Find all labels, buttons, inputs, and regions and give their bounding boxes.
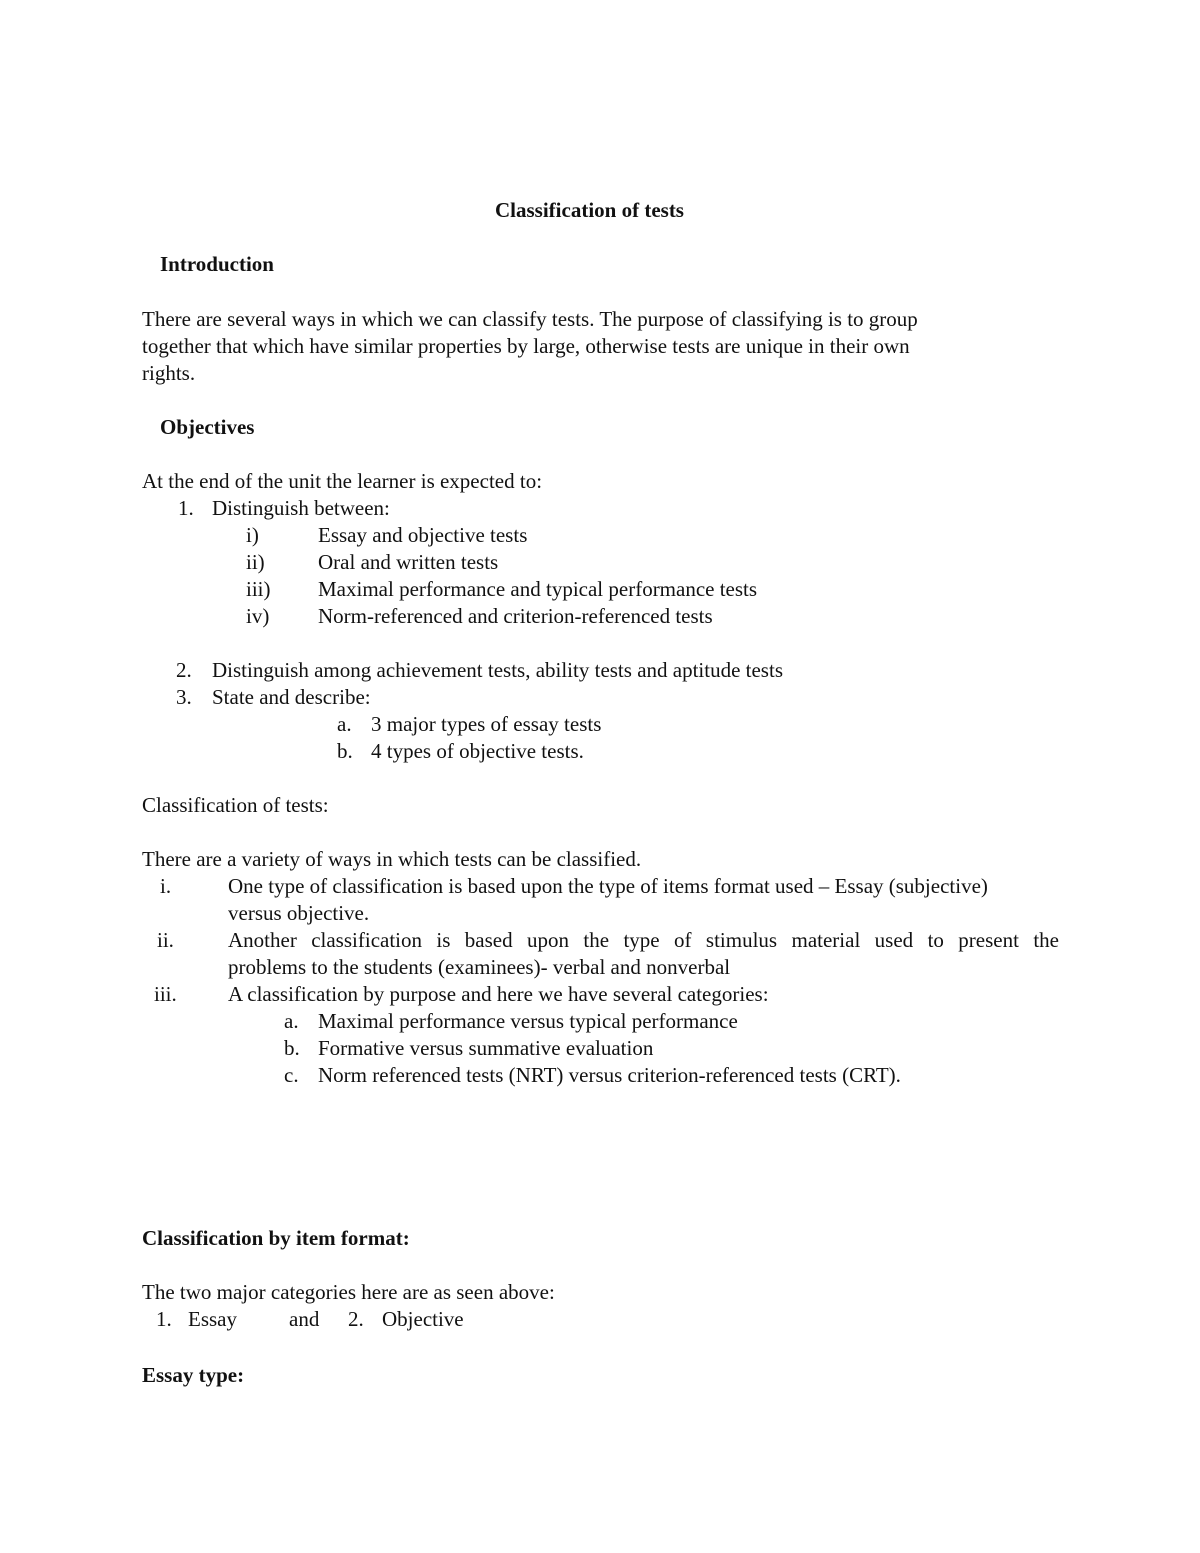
objective-1-sub-4-text: Norm-referenced and criterion-referenced tests — [318, 604, 713, 628]
classification-item-2-line-2: problems to the students (examinees)- verbal and nonverbal — [228, 955, 731, 979]
classification-item-3-sub-c-text: Norm referenced tests (NRT) versus criterion-referenced tests (CRT). — [318, 1063, 901, 1087]
classification-item-3-sub-a-number: a. — [284, 1009, 299, 1033]
objective-1-sub-3-number: iii) — [246, 577, 271, 601]
objective-1-sub-2-number: ii) — [246, 550, 265, 574]
classification-item-3-number: iii. — [154, 982, 177, 1006]
objective-1-sub-2-text: Oral and written tests — [318, 550, 499, 574]
item-format-heading: Classification by item format: — [142, 1226, 410, 1250]
objective-1-sub-3-text: Maximal performance and typical performance tests — [318, 577, 758, 601]
item-format-category-1-number: 1. — [156, 1307, 172, 1331]
item-format-category-1-text: Essay — [188, 1307, 237, 1331]
classification-item-1-line-1: One type of classification is based upon the type of items format used – Essay (subjective) — [228, 874, 988, 898]
classification-item-2-number: ii. — [157, 928, 174, 952]
classification-item-3-sub-b-number: b. — [284, 1036, 300, 1060]
objective-1-sub-1-number: i) — [246, 523, 259, 547]
objective-3-sub-a-number: a. — [337, 712, 352, 736]
classification-item-3-line-1: A classification by purpose and here we have several categories: — [228, 982, 769, 1006]
item-format-category-2-number: 2. — [348, 1307, 364, 1331]
item-format-lead: The two major categories here are as seen above: — [142, 1280, 555, 1304]
classification-item-1-line-2: versus objective. — [228, 901, 370, 925]
item-format-joiner: and — [289, 1307, 320, 1331]
objective-2-number: 2. — [176, 658, 192, 682]
objective-1-number: 1. — [178, 496, 194, 520]
introduction-line-2: together that which have similar properties by large, otherwise tests are unique in their own — [142, 334, 910, 358]
objective-1-sub-4-number: iv) — [246, 604, 270, 628]
page-title: Classification of tests — [495, 198, 684, 222]
introduction-line-1: There are several ways in which we can classify tests. The purpose of classifying is to group — [142, 307, 918, 331]
objectives-heading: Objectives — [160, 415, 255, 439]
classification-item-3-sub-c-number: c. — [284, 1063, 299, 1087]
objective-2-text: Distinguish among achievement tests, ability tests and aptitude tests — [212, 658, 783, 682]
objective-1-sub-1-text: Essay and objective tests — [318, 523, 528, 547]
objective-3-text: State and describe: — [212, 685, 371, 709]
essay-type-heading: Essay type: — [142, 1363, 245, 1387]
introduction-line-3: rights. — [142, 361, 196, 385]
classification-item-2-line-1: Another classification is based upon the type of stimulus material used to present the — [228, 928, 1059, 952]
classification-item-3-sub-a-text: Maximal performance versus typical performance — [318, 1009, 738, 1033]
item-format-category-2-text: Objective — [382, 1307, 464, 1331]
objective-1-text: Distinguish between: — [212, 496, 390, 520]
classification-item-1-number: i. — [160, 874, 172, 898]
classification-lead: There are a variety of ways in which tests can be classified. — [142, 847, 642, 871]
classification-heading: Classification of tests: — [142, 793, 329, 817]
classification-item-3-sub-b-text: Formative versus summative evaluation — [318, 1036, 654, 1060]
objective-3-sub-b-text: 4 types of objective tests. — [371, 739, 584, 763]
objective-3-sub-a-text: 3 major types of essay tests — [371, 712, 602, 736]
objective-3-sub-b-number: b. — [337, 739, 353, 763]
introduction-heading: Introduction — [160, 252, 274, 276]
objective-3-number: 3. — [176, 685, 192, 709]
objectives-lead: At the end of the unit the learner is expected to: — [142, 469, 543, 493]
